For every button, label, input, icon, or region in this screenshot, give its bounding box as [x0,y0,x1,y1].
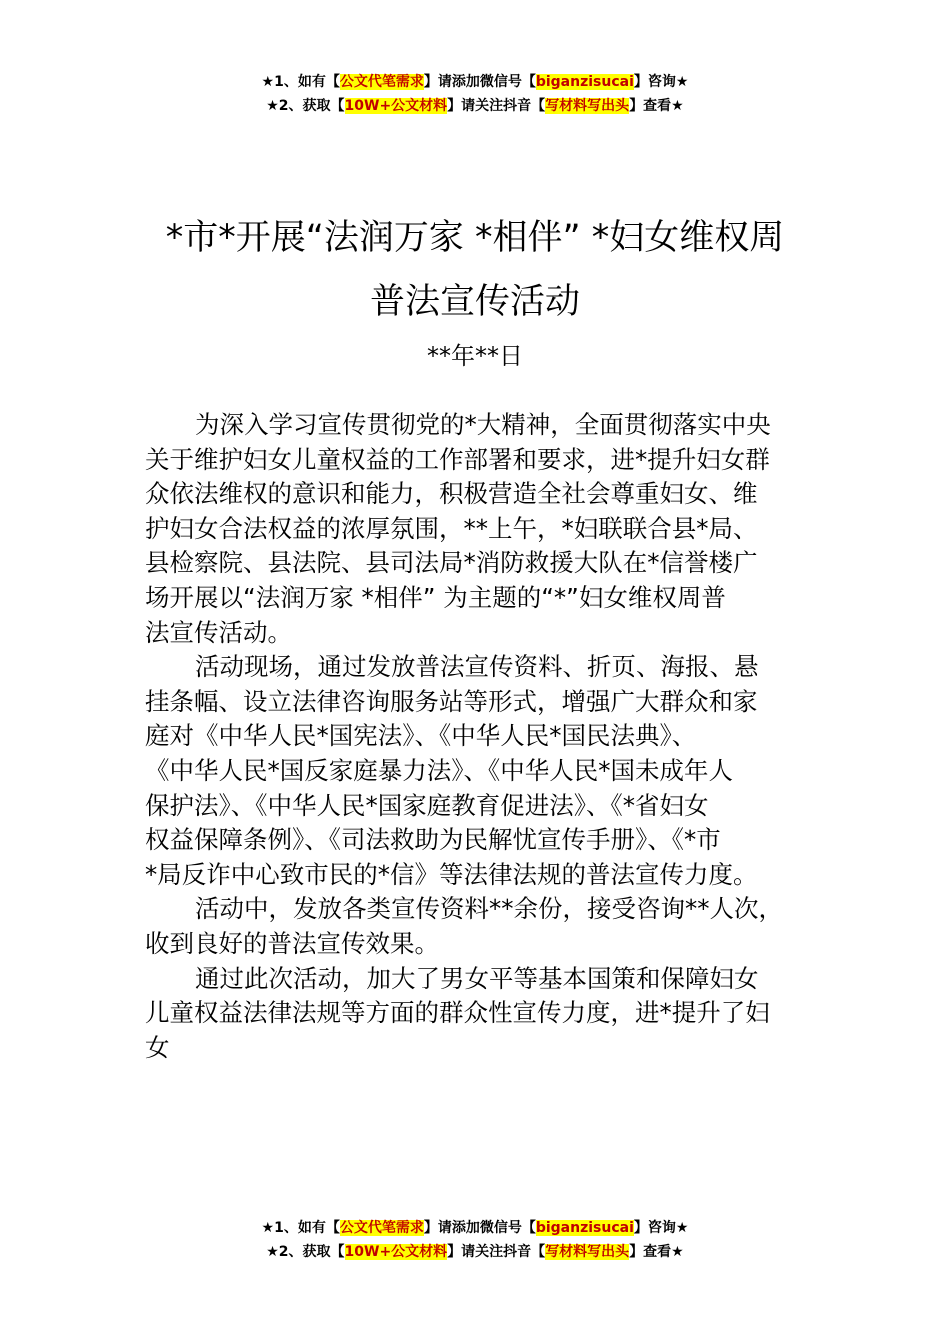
banner-douyin-id: 写材料写出头 [545,98,630,114]
banner-text: 】查看★ [629,1244,684,1260]
title-line-1: *市*开展“法润万家 *相伴” *妇女维权周 [165,218,785,258]
title-line-2: 普法宣传活动 [369,282,580,322]
document-date: **年**日 [427,342,523,370]
paragraph-line: 收到良好的普法宣传效果。 [145,928,439,958]
banner-text: 】请添加微信号【 [423,1220,536,1236]
paragraph-line: 活动现场，通过发放普法宣传资料、折页、海报、悬 [195,652,759,682]
paragraph-line: 县检察院、县法院、县司法局*消防救援大队在*信誉楼广 [145,548,758,578]
paragraph-line: 女 [145,1032,170,1062]
document-body [145,408,825,1065]
banner-text: 】请关注抖音【 [447,98,546,114]
banner-highlight: 10W+公文材料 [344,1244,448,1260]
document-title [0,206,950,334]
paragraph-line: *局反诈中心致市民的*信》等法律法规的普法宣传力度。 [145,859,758,889]
banner-highlight: 10W+公文材料 [344,98,448,114]
banner-wechat-id: biganzisucai [535,74,634,90]
footer-banner [0,1216,950,1264]
banner-text: ★2、获取【 [266,98,345,114]
paragraph-line: 场开展以“法润万家 *相伴” 为主题的“*”妇女维权周普 [145,582,726,612]
header-banner [0,70,950,118]
paragraph-line: 关于维护妇女儿童权益的工作部署和要求，进*提升妇女群 [145,444,770,474]
banner-line-2 [0,94,950,118]
banner-text: 】咨询★ [633,1220,689,1236]
banner-text: 】请关注抖音【 [447,1244,546,1260]
banner-text: ★1、如有【 [261,1220,340,1236]
paragraph-line: 儿童权益法律法规等方面的群众性宣传力度，进*提升了妇 [145,998,770,1028]
paragraph [145,408,825,650]
paragraph-line: 挂条幅、设立法律咨询服务站等形式，增强广大群众和家 [145,686,758,716]
paragraph [145,892,825,961]
paragraph [145,962,825,1066]
paragraph-line: 护妇女合法权益的浓厚氛围，**上午，*妇联联合县*局、 [145,513,758,543]
banner-highlight: 公文代笔需求 [339,1220,424,1236]
paragraph-line: 众依法维权的意识和能力，积极营造全社会尊重妇女、维 [145,479,758,509]
banner-wechat-id: biganzisucai [535,1220,634,1236]
paragraph-line: 庭对《中华人民*国宪法》、《中华人民*国民法典》、 [145,721,697,751]
banner-text: 】查看★ [629,98,684,114]
banner-line-1 [0,1216,950,1240]
banner-text: 】咨询★ [633,74,689,90]
banner-douyin-id: 写材料写出头 [545,1244,630,1260]
paragraph-line: 活动中，发放各类宣传资料**余份，接受咨询**人次， [195,894,783,924]
paragraph-line: 通过此次活动，加大了男女平等基本国策和保障妇女 [195,963,759,993]
paragraph-line: 为深入学习宣传贯彻党的*大精神，全面贯彻落实中央 [195,410,771,439]
banner-highlight: 公文代笔需求 [339,74,424,90]
banner-text: 】请添加微信号【 [423,74,536,90]
paragraph [145,650,825,892]
banner-line-1 [0,70,950,94]
paragraph-line: 保护法》、《中华人民*国家庭教育促进法》、《*省妇女 [145,790,709,820]
paragraph-line: 权益保障条例》、《司法救助为民解忧宣传手册》、《*市 [145,825,721,855]
banner-line-2 [0,1240,950,1264]
banner-text: ★1、如有【 [261,74,340,90]
banner-text: ★2、获取【 [266,1244,345,1260]
paragraph-line: 法宣传活动。 [145,617,292,647]
paragraph-line: 《中华人民*国反家庭暴力法》、《中华人民*国未成年人 [145,755,733,785]
